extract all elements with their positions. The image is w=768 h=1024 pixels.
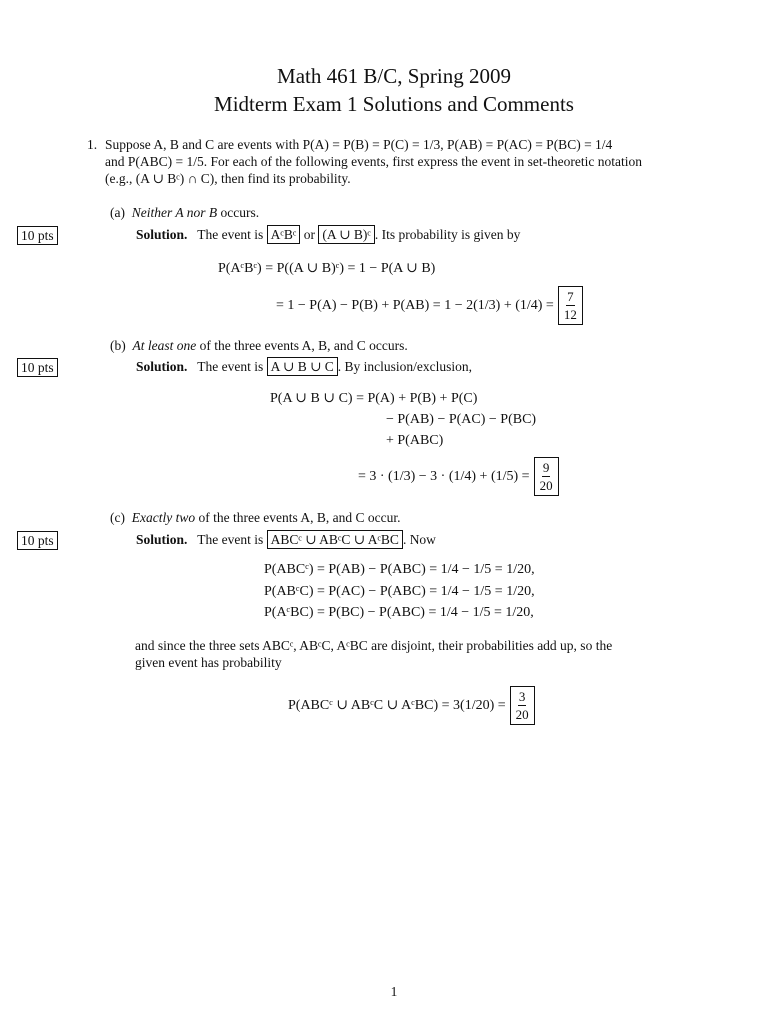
part-b-equation-2: − P(AB) − P(AC) − P(BC) — [386, 412, 537, 427]
title-line-2: Midterm Exam 1 Solutions and Comments — [214, 92, 574, 116]
part-c-text-line-2: given event has probability — [135, 655, 282, 670]
part-b-label: (b) — [110, 338, 126, 353]
problem-statement-line-2: and P(ABC) = 1/5. For each of the following events, first express the event in set-theoretic notation — [105, 154, 642, 169]
part-c-equation-4: P(ABCᶜ ∪ ABᶜC ∪ AᶜBC) = 3(1/20) = — [288, 698, 506, 713]
part-b-solution-line — [136, 357, 472, 376]
part-a-or: or — [303, 227, 315, 242]
part-c-equation-3: P(AᶜBC) = P(BC) − P(ABC) = 1/4 − 1/5 = 1/20, — [264, 605, 534, 620]
part-b-answer: A ∪ B ∪ C — [267, 357, 338, 376]
part-c-boxed-answer — [510, 686, 535, 725]
part-a-equation-2-row — [276, 286, 583, 325]
part-a-label: (a) — [110, 205, 125, 220]
part-c-event-is: The event is — [197, 532, 264, 547]
part-c-label: (c) — [110, 510, 125, 525]
part-c-solution-label: Solution. — [136, 532, 188, 547]
part-b-numerator: 9 — [542, 460, 550, 475]
part-a-numerator: 7 — [567, 289, 574, 304]
part-b-points-badge: 10 pts — [17, 358, 58, 377]
part-c-points-badge: 10 pts — [17, 531, 58, 550]
part-a-equation-2: = 1 − P(A) − P(B) + P(AB) = 1 − 2(1/3) + (1/4) = — [276, 297, 554, 313]
part-a-prompt-rest: occurs. — [220, 205, 260, 220]
part-a-equation-1: P(AᶜBᶜ) = P((A ∪ B)ᶜ) = 1 − P(A ∪ B) — [218, 261, 436, 276]
part-a-points-badge: 10 pts — [17, 226, 58, 245]
title-line-1: Math 461 B/C, Spring 2009 — [277, 64, 511, 88]
problem-number: 1. — [87, 137, 98, 152]
part-c-text-line-1: and since the three sets ABCᶜ, ABᶜC, AᶜBC are disjoint, their probabilities add up, so the — [135, 638, 613, 653]
part-a-after: . Its probability is given by — [374, 227, 521, 242]
part-c-answer: ABCᶜ ∪ ABᶜC ∪ AᶜBC — [267, 530, 403, 549]
part-a-denominator: 12 — [563, 307, 577, 322]
part-a-solution-label: Solution. — [136, 227, 188, 242]
part-b-prompt-italic: At least one — [132, 338, 197, 353]
part-a-solution-line — [136, 225, 520, 244]
part-c-prompt-rest: of the three events A, B, and C occur. — [198, 510, 401, 525]
part-a-prompt — [110, 204, 259, 221]
part-b-solution-label: Solution. — [136, 359, 188, 374]
part-c-equation-2: P(ABᶜC) = P(AC) − P(ABC) = 1/4 − 1/5 = 1/20, — [264, 584, 535, 599]
part-c-equation-1: P(ABCᶜ) = P(AB) − P(ABC) = 1/4 − 1/5 = 1/20, — [264, 562, 535, 577]
page-number: 1 — [390, 984, 398, 999]
part-c-equation-4-row — [288, 686, 535, 725]
problem-statement-line-3: (e.g., (A ∪ Bᶜ) ∩ C), then find its probability. — [105, 171, 351, 186]
part-b-equation-4: = 3 · (1/3) − 3 · (1/4) + (1/5) = — [358, 468, 530, 484]
part-b-event-is: The event is — [197, 359, 264, 374]
part-b-equation-1: P(A ∪ B ∪ C) = P(A) + P(B) + P(C) — [270, 391, 478, 406]
part-c-denominator: 20 — [515, 707, 529, 722]
part-a-answer-2: (A ∪ B)ᶜ — [318, 225, 375, 244]
part-c-numerator: 3 — [518, 689, 526, 704]
part-c-prompt-italic: Exactly two — [131, 510, 196, 525]
part-b-prompt-rest: of the three events A, B, and C occurs. — [199, 338, 408, 353]
part-a-prompt-italic: Neither A nor B — [131, 205, 218, 220]
part-b-denominator: 20 — [539, 478, 553, 493]
part-c-solution-line — [136, 530, 436, 549]
part-b-after: . By inclusion/exclusion, — [337, 359, 473, 374]
problem-statement-line-1: Suppose A, B and C are events with P(A) = P(B) = P(C) = 1/3, P(AB) = P(AC) = P(BC) = 1/4 — [105, 137, 613, 152]
part-a-boxed-answer — [558, 286, 583, 325]
part-c-after: . Now — [402, 532, 436, 547]
part-a-event-is: The event is — [197, 227, 264, 242]
part-c-prompt — [110, 509, 401, 526]
part-a-answer-1: AᶜBᶜ — [267, 225, 301, 244]
part-b-equation-3: + P(ABC) — [386, 433, 444, 448]
part-b-boxed-answer — [534, 457, 559, 496]
part-b-prompt — [110, 337, 408, 354]
part-b-equation-4-row — [358, 457, 559, 496]
